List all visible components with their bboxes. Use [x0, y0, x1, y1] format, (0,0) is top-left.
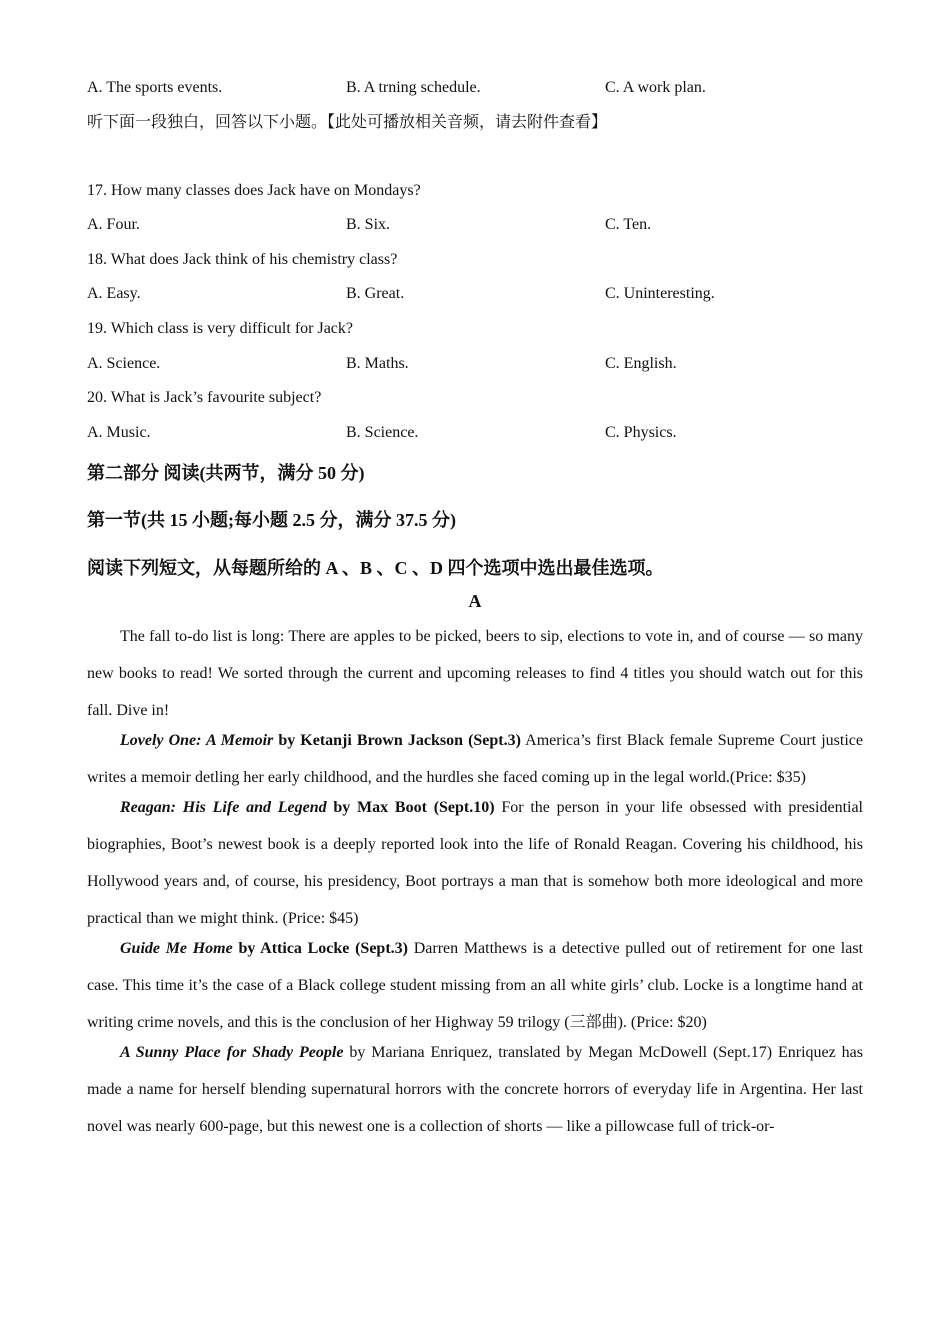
question-19: 19. Which class is very difficult for Jack? [87, 319, 353, 337]
section-1-heading: 第一节(共 15 小题;每小题 2.5 分，满分 37.5 分) [87, 509, 456, 530]
book-title: Guide Me Home [120, 939, 233, 957]
passage-label: A [468, 590, 482, 611]
option-a[interactable]: A. The sports events. [87, 79, 223, 96]
book-title: Lovely One: A Memoir [120, 731, 274, 749]
book-title: A Sunny Place for Shady People [120, 1043, 344, 1061]
book-byline: by Max Boot (Sept.10) [326, 798, 495, 816]
reading-instructions: 阅读下列短文，从每题所给的 A 、B 、C 、D 四个选项中选出最佳选项。 [87, 557, 664, 578]
book-entry [87, 1034, 863, 1145]
question-19-options [87, 354, 863, 374]
exam-page [87, 78, 863, 1143]
question-20-options [87, 423, 863, 443]
option-b[interactable]: B. A trning schedule. [346, 79, 481, 96]
option-a[interactable]: A. Music. [87, 423, 151, 441]
book-byline: by Attica Locke (Sept.3) [232, 939, 408, 957]
part-2-heading: 第二部分 阅读(共两节，满分 50 分) [87, 462, 365, 483]
option-a[interactable]: A. Easy. [87, 285, 141, 303]
option-c[interactable]: C. A work plan. [605, 79, 706, 96]
option-b[interactable]: B. Great. [346, 285, 405, 303]
option-a[interactable]: A. Four. [87, 216, 140, 234]
listening-note: 听下面一段独白，回答以下小题。【此处可播放相关音频，请去附件查看】 [87, 113, 608, 131]
book-description: Darren Matthews is a detective pulled out of retirement for one last case. This time it’s the case of a Black college student missing from an all white girls’ club. Locke is a longtime hand at writing crime novels, and this is the conclusion of her Highway 59 trilogy (三部曲). (Price: $20) [87, 939, 863, 1031]
book-entry [87, 789, 863, 937]
book-entry [87, 722, 863, 796]
option-b[interactable]: B. Science. [346, 423, 419, 441]
book-entry [87, 930, 863, 1041]
book-description: America’s first Black female Supreme Court justice writes a memoir detling her early childhood, and the hurdles she faced coming up in the legal world.(Price: $35) [87, 731, 863, 786]
question-18-options [87, 284, 863, 304]
question-17-options [87, 215, 863, 235]
question-18: 18. What does Jack think of his chemistry class? [87, 250, 398, 268]
question-20: 20. What is Jack’s favourite subject? [87, 389, 322, 407]
book-title: Reagan: His Life and Legend [120, 798, 327, 816]
option-c[interactable]: C. Uninteresting. [605, 285, 715, 303]
option-c[interactable]: C. English. [605, 354, 677, 372]
question-16-options [87, 78, 863, 98]
book-description: by Mariana Enriquez, translated by Megan McDowell (Sept.17) Enriquez has made a name for herself blending supernatural horrors with the concrete horrors of everyday life in Argentina. Her last novel was nearly 600-page, but this newest one is a collection of shorts — like a pillowcase full of trick-or- [87, 1043, 863, 1135]
book-description: For the person in your life obsessed with presidential biographies, Boot’s newest book is a deeply reported look into the life of Ronald Reagan. Covering his childhood, his Hollywood years and, of course, his presidency, Boot portrays a man that is somehow both more ideological and more practical than we might think. (Price: $45) [87, 798, 864, 927]
book-byline: by Ketanji Brown Jackson (Sept.3) [273, 731, 521, 749]
option-b[interactable]: B. Maths. [346, 354, 409, 372]
option-c[interactable]: C. Physics. [605, 423, 677, 441]
option-c[interactable]: C. Ten. [605, 216, 652, 234]
option-b[interactable]: B. Six. [346, 216, 391, 234]
option-a[interactable]: A. Science. [87, 354, 161, 372]
question-17: 17. How many classes does Jack have on Mondays? [87, 181, 421, 199]
passage-intro: The fall to-do list is long: There are apples to be picked, beers to sip, elections to vote in, and of course — so many new books to read! We sorted through the current and upcoming releases to find 4 titles you should watch out for this fall. Dive in! [87, 627, 863, 719]
